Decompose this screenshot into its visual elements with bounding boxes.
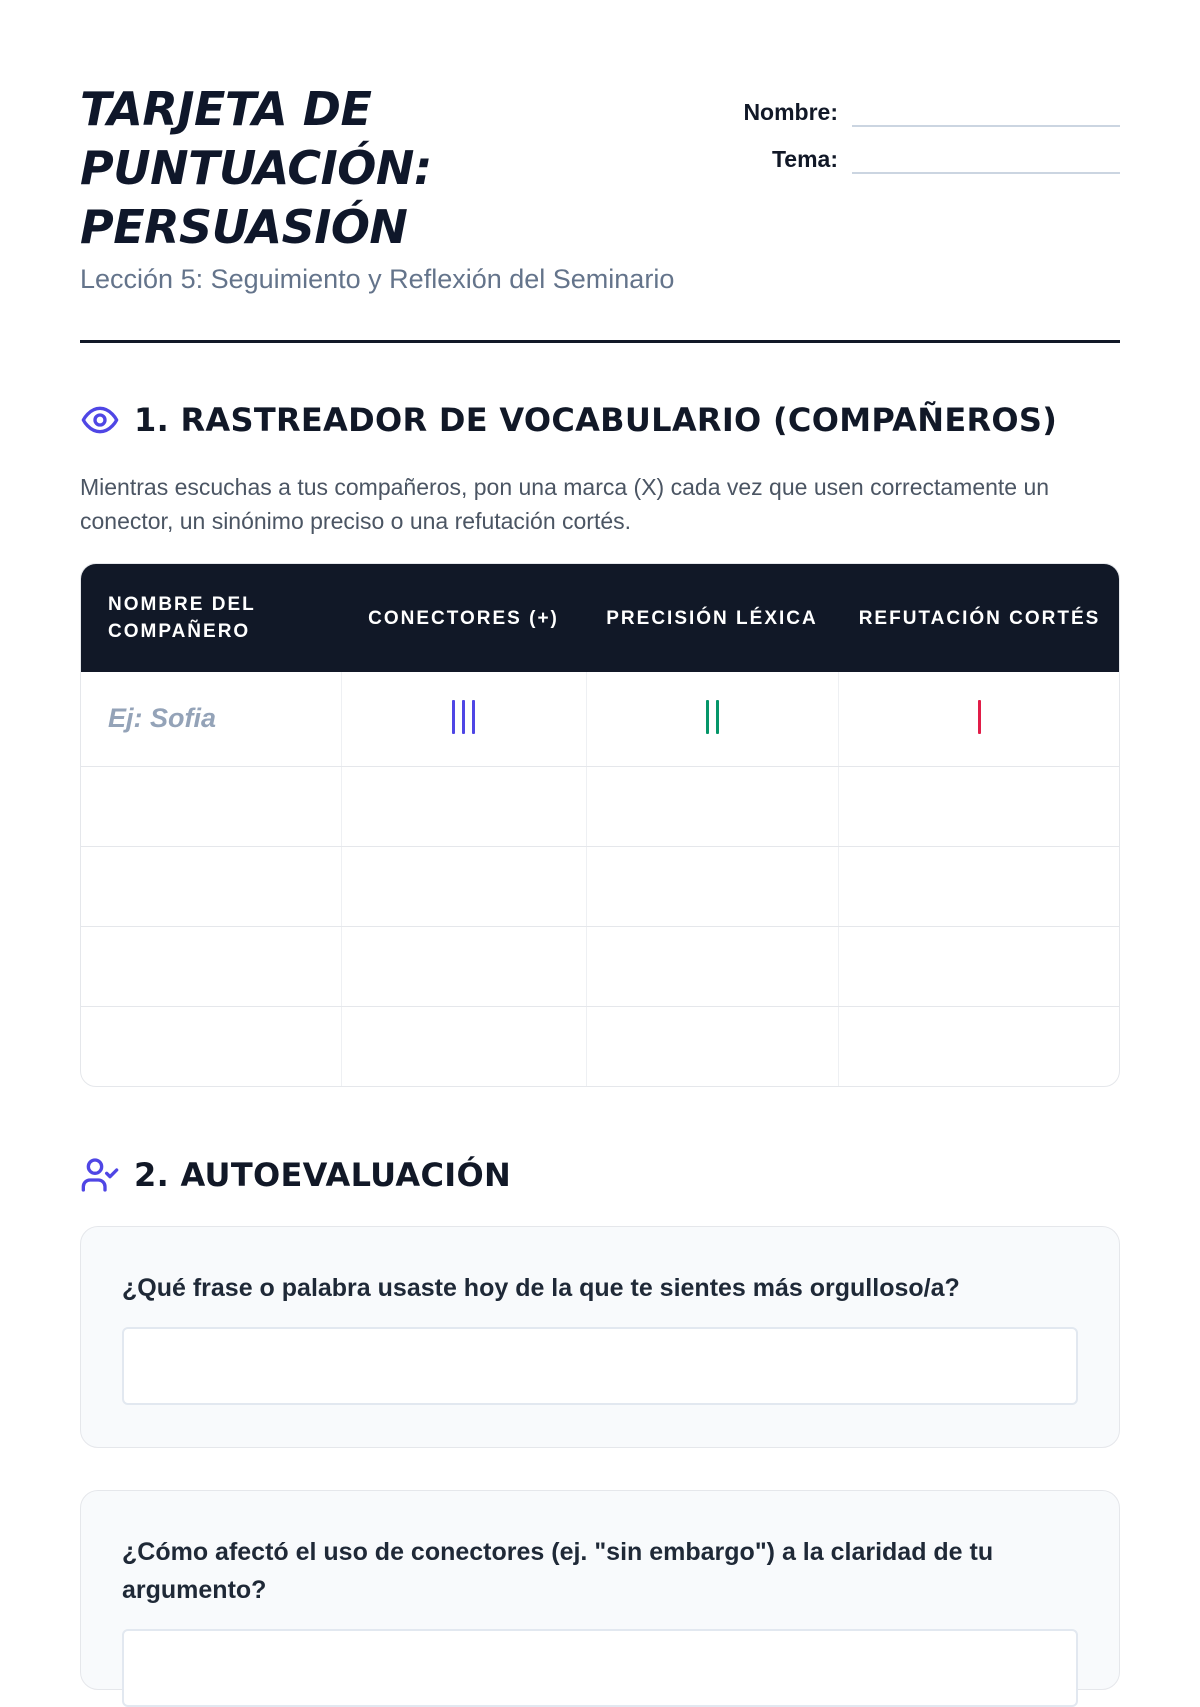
- name-field[interactable]: [852, 95, 1120, 127]
- tally-mark: [472, 700, 475, 734]
- refutation-cell[interactable]: [838, 1006, 1120, 1086]
- section-1-title: 1. RASTREADOR DE VOCABULARIO (COMPAÑEROS): [134, 401, 1058, 439]
- table-row: [81, 926, 1120, 1006]
- tally-mark: [462, 700, 465, 734]
- connectors-cell[interactable]: [341, 926, 586, 1006]
- connectors-cell[interactable]: [341, 846, 586, 926]
- column-header-connectors: CONECTORES (+): [368, 607, 559, 629]
- section-self-assessment-heading: [80, 1155, 511, 1195]
- page-subtitle: Lección 5: Seguimiento y Reflexión del Seminario: [80, 264, 675, 294]
- column-header-polite-refutation: REFUTACIÓN CORTÉS: [858, 607, 1101, 629]
- page-title: TARJETA DE PUNTUACIÓN: PERSUASIÓN: [80, 82, 432, 254]
- name-field-row: [720, 80, 1120, 127]
- connectors-cell[interactable]: [341, 1006, 586, 1086]
- table-row: [81, 766, 1120, 846]
- name-cell[interactable]: [81, 926, 341, 1006]
- section-vocabulary-tracker-heading: [80, 400, 1057, 440]
- tally-marks-lexical: [706, 699, 719, 735]
- column-header-name: NOMBRE DEL COMPAÑERO: [108, 594, 256, 642]
- lexical-cell[interactable]: [586, 926, 838, 1006]
- question-card: [80, 1490, 1120, 1690]
- table-row: [81, 846, 1120, 926]
- name-field-label: Nombre:: [743, 99, 838, 125]
- answer-field[interactable]: [122, 1327, 1078, 1405]
- tally-marks-connectors: [452, 699, 475, 735]
- topic-field-label: Tema:: [771, 146, 838, 172]
- tally-marks-refutation: [978, 699, 981, 735]
- question-text: ¿Cómo afectó el uso de conectores (ej. "sin embargo") a la claridad de tu argumento?: [122, 1538, 994, 1604]
- example-lexical-cell: [586, 672, 838, 766]
- topic-field-row: [720, 127, 1120, 174]
- tally-mark: [716, 700, 719, 734]
- tally-mark: [452, 700, 455, 734]
- name-cell[interactable]: [81, 766, 341, 846]
- refutation-cell[interactable]: [838, 766, 1120, 846]
- name-cell[interactable]: [81, 1006, 341, 1086]
- vocabulary-tracker-table: [80, 563, 1120, 1087]
- user-check-icon: [80, 1155, 120, 1195]
- connectors-cell[interactable]: [341, 766, 586, 846]
- tally-mark: [978, 700, 981, 734]
- tally-mark: [706, 700, 709, 734]
- name-cell[interactable]: [81, 846, 341, 926]
- lexical-cell[interactable]: [586, 846, 838, 926]
- example-name-cell: Ej: Sofia: [81, 672, 341, 766]
- example-row: [81, 672, 1120, 766]
- column-header-lexical-precision: PRECISIÓN LÉXICA: [606, 607, 818, 629]
- table-header-row: [81, 564, 1120, 672]
- topic-field[interactable]: [852, 142, 1120, 174]
- example-connectors-cell: [341, 672, 586, 766]
- section-2-title: 2. AUTOEVALUACIÓN: [134, 1156, 512, 1194]
- eye-icon: [80, 400, 120, 440]
- answer-field[interactable]: [122, 1629, 1078, 1707]
- question-card: [80, 1226, 1120, 1448]
- question-text: ¿Qué frase o palabra usaste hoy de la que te sientes más orgulloso/a?: [122, 1274, 960, 1302]
- header: [80, 80, 1120, 300]
- tracker-instructions: Mientras escuchas a tus compañeros, pon una marca (X) cada vez que usen correctamente un conector, un sinónimo preciso o una refutación cortés.: [80, 474, 1050, 534]
- lexical-cell[interactable]: [586, 1006, 838, 1086]
- refutation-cell[interactable]: [838, 926, 1120, 1006]
- table-row: [81, 1006, 1120, 1086]
- refutation-cell[interactable]: [838, 846, 1120, 926]
- header-divider: [80, 340, 1120, 343]
- student-fields: [720, 80, 1120, 174]
- lexical-cell[interactable]: [586, 766, 838, 846]
- example-refutation-cell: [838, 672, 1120, 766]
